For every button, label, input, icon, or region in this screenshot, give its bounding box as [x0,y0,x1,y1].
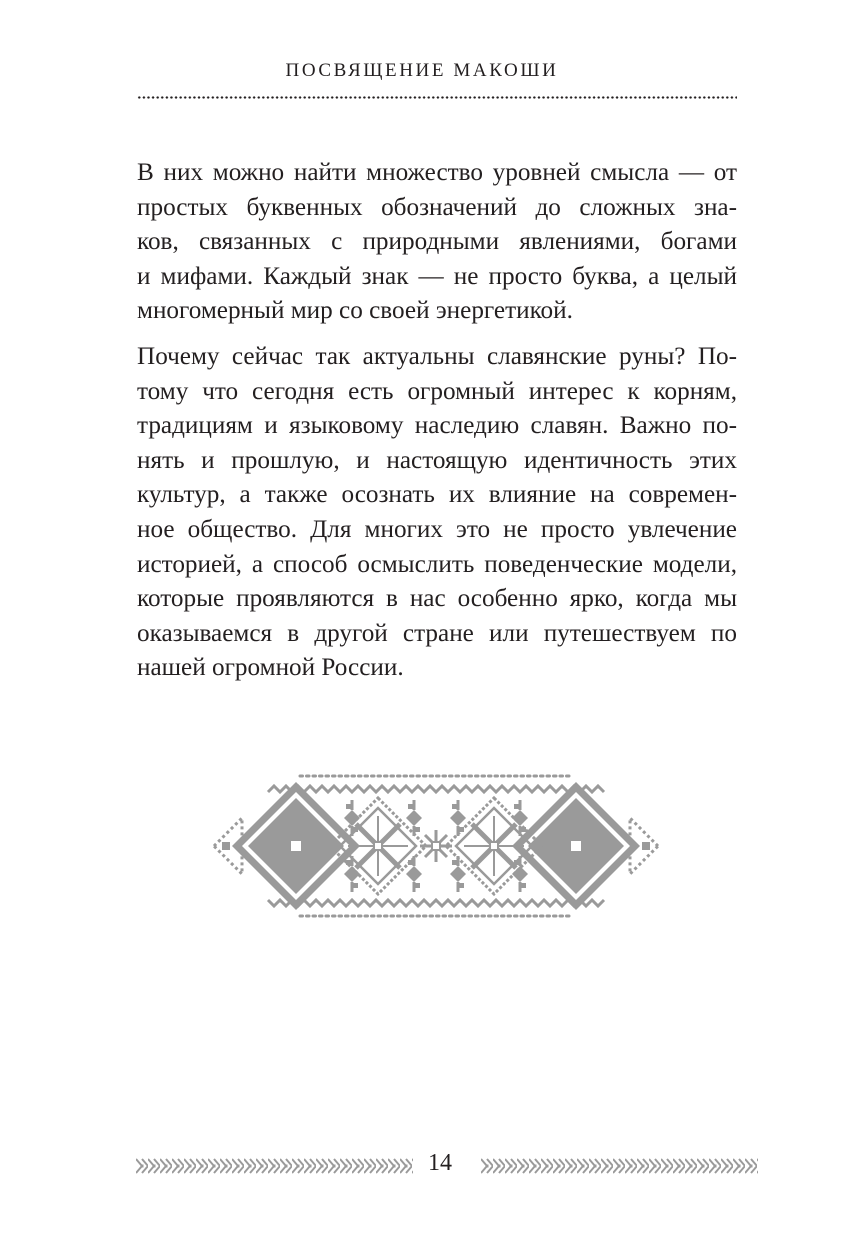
text-line: оказываемся в другой стране или путешествуем по [137,619,737,647]
text-line: простых буквенных обозначений до сложных зна- [137,193,737,221]
ornament-leaf [450,856,466,892]
text-line: ное общество. Для многих это не просто увлечение [137,515,737,543]
text-line: культур, а также осознать их влияние на современ- [137,481,737,509]
paragraph-2 [137,340,737,686]
paragraph-1 [137,156,737,329]
ornament-leaf [406,856,422,892]
text-line: которые проявляются в нас особенно ярко, когда мы [137,585,737,613]
text-line: многомерный мир со своей энергетикой. [137,297,573,325]
page-number: 14 [428,1150,452,1176]
footer-ornament-left [136,1157,413,1175]
dotted-header-rule [137,96,737,99]
text-line: нашей огромной России. [137,654,404,682]
zigzag-band-bottom [268,900,604,906]
text-line: Почему сейчас так актуальны славянские руны? По- [137,342,737,370]
running-title: ПОСВЯЩЕНИЕ МАКОШИ [285,60,559,81]
text-line: ков, связанных с природными явлениями, богами [137,228,737,256]
ornament-leaf [450,800,466,836]
text-line: и мифами. Каждый знак — не просто буква, а целый [137,262,737,290]
text-line: В них можно найти множество уровней смысла — от [137,159,737,186]
text-line: историей, а способ осмыслить поведенческие модели, [137,550,737,578]
snowflake-motif [420,830,452,862]
folk-embroidery-ornament [212,770,660,922]
text-line: тому что сегодня есть огромный интерес к корням, [137,377,737,405]
footer-ornament-right [481,1157,758,1175]
body-text [137,156,737,686]
text-line: нять и прошлую, и настоящую идентичность этих [137,446,737,474]
ornament-leaf [406,800,422,836]
zigzag-band-top [268,786,604,792]
text-line: традициям и языковому наследию славян. Важно по- [137,412,737,440]
